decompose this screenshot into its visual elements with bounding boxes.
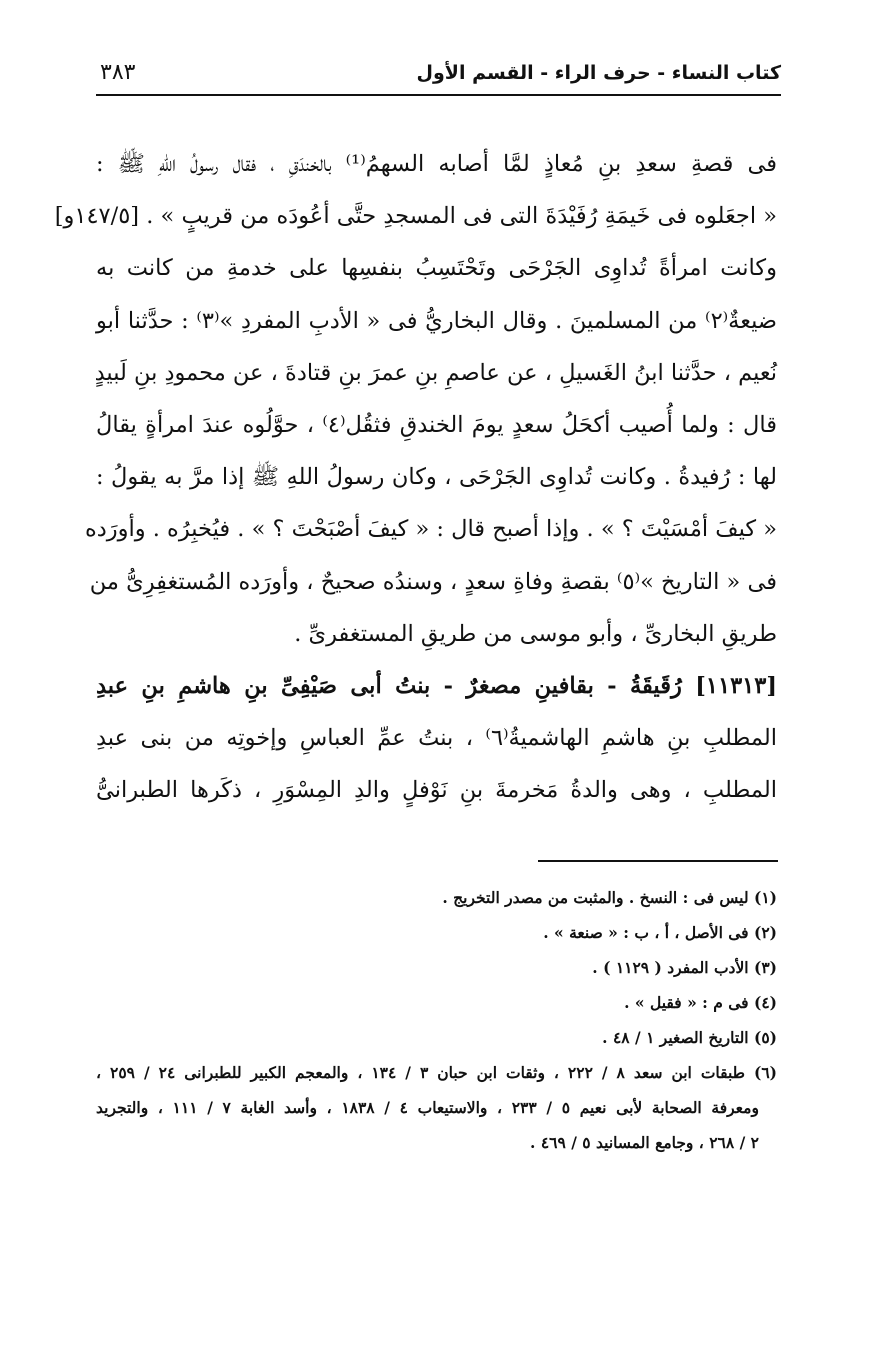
- footnote: (٥) التاريخ الصغير ١ / ٤٨ .: [602, 1028, 777, 1047]
- text-line: قال : ولما أُصيب أكحَلُ سعدٍ يومَ الخندقِ فثقُل⁽٤⁾ ، حوَّلُوه عندَ امرأةٍ يقالُ: [96, 411, 778, 438]
- text-line: لها : رُفيدةُ . وكانت تُداوِى الجَرْحَى ، وكان رسولُ اللهِ ﷺ إذا مرَّ به يقولُ :: [96, 464, 777, 491]
- footnote-divider: [538, 860, 778, 862]
- text-line: المطلبِ ، وهى والدةُ مَخرمةَ بنِ نَوْفلٍ والدِ المِسْوَرِ ، ذكَرها الطبرانىُّ: [96, 777, 777, 804]
- text-line: طريقِ البخارىِّ ، وأبو موسى من طريقِ المستغفرىِّ .: [294, 620, 777, 647]
- footnote: (٦) طبقات ابن سعد ٨ / ٢٢٢ ، وثقات ابن حبان ٣ / ١٣٤ ، والمعجم الكبير للطبرانى ٢٤ / ٢٥٩ ،: [96, 1063, 777, 1082]
- running-title: كتاب النساء - حرف الراء - القسم الأول: [416, 62, 781, 84]
- footnote: (٤) فى م : « فقيل » .: [624, 993, 777, 1012]
- footnote-continuation: ومعرفة الصحابة لأبى نعيم ٥ / ٢٣٣ ، والاستيعاب ٤ / ١٨٣٨ ، وأسد الغابة ٧ / ١١١ ، والتجريد: [96, 1098, 759, 1117]
- text-line: نُعيم ، حدَّثنا ابنُ الغَسيلِ ، عن عاصمِ بنِ عمرَ بنِ قتادةَ ، عن محمودِ بنِ لَبيدٍ: [94, 359, 777, 386]
- footnote: (٢) فى الأصل ، أ ، ب : « صنعة » .: [543, 923, 777, 942]
- running-header: [96, 60, 781, 96]
- text-line: « كيفَ أمْسَيْتَ ؟ » . وإذا أصبح قال : « كيفَ أصْبَحْتَ ؟ » . فيُخبِرُه . وأورَده: [84, 516, 777, 543]
- text-line: المطلبِ بنِ هاشمِ الهاشميةُ⁽٦⁾ ، بنتُ عمِّ العباسِ وإخوتِه من بنى عبدِ: [96, 725, 777, 752]
- footnote: (٣) الأدب المفرد ( ١١٢٩ ) .: [592, 958, 777, 977]
- footnote: (١) ليس فى : النسخ . والمثبت من مصدر التخريج .: [442, 888, 777, 907]
- footnotes: [96, 880, 777, 1160]
- page-number: ٣٨٣: [100, 60, 136, 85]
- entry-heading: [١١٣١٣] رُقَيقَةُ - بقافينِ مصغرٌ - بنتُ أبى صَيْفِىِّ بنِ هاشمِ بنِ عبدِ: [96, 672, 777, 699]
- main-text: [54, 138, 778, 816]
- text-line: « اجعَلوه فى خَيمَةِ رُفَيْدَةَ التى فى المسجدِ حتَّى أعُودَه من قريبٍ » . [١٤٧/٥و]: [54, 203, 777, 230]
- text-line: فى « التاريخ »⁽٥⁾ بقصةِ وفاةِ سعدٍ ، وسندُه صحيحٌ ، وأورَده المُستغفِرِىُّ من: [89, 568, 777, 595]
- text-line: ضيعةٌ⁽٢⁾ من المسلمينَ . وقال البخاريُّ فى « الأدبِ المفردِ »⁽٣⁾ : حدَّثنا أبو: [96, 307, 777, 334]
- text-line: فى قصةِ سعدِ بنِ مُعاذٍ لمَّا أصابه السهمُ⁽¹⁾ بالخندَقِ ، فقال رسولُ اللهِ ﷺ :: [96, 151, 777, 177]
- footnote-continuation: ٢ / ٢٦٨ ، وجامع المسانيد ٥ / ٤٦٩ .: [530, 1133, 759, 1152]
- text-line: وكانت امرأةً تُداوِى الجَرْحَى وتَحْتَسِبُ بنفسِها على خدمةِ من كانت به: [96, 255, 777, 282]
